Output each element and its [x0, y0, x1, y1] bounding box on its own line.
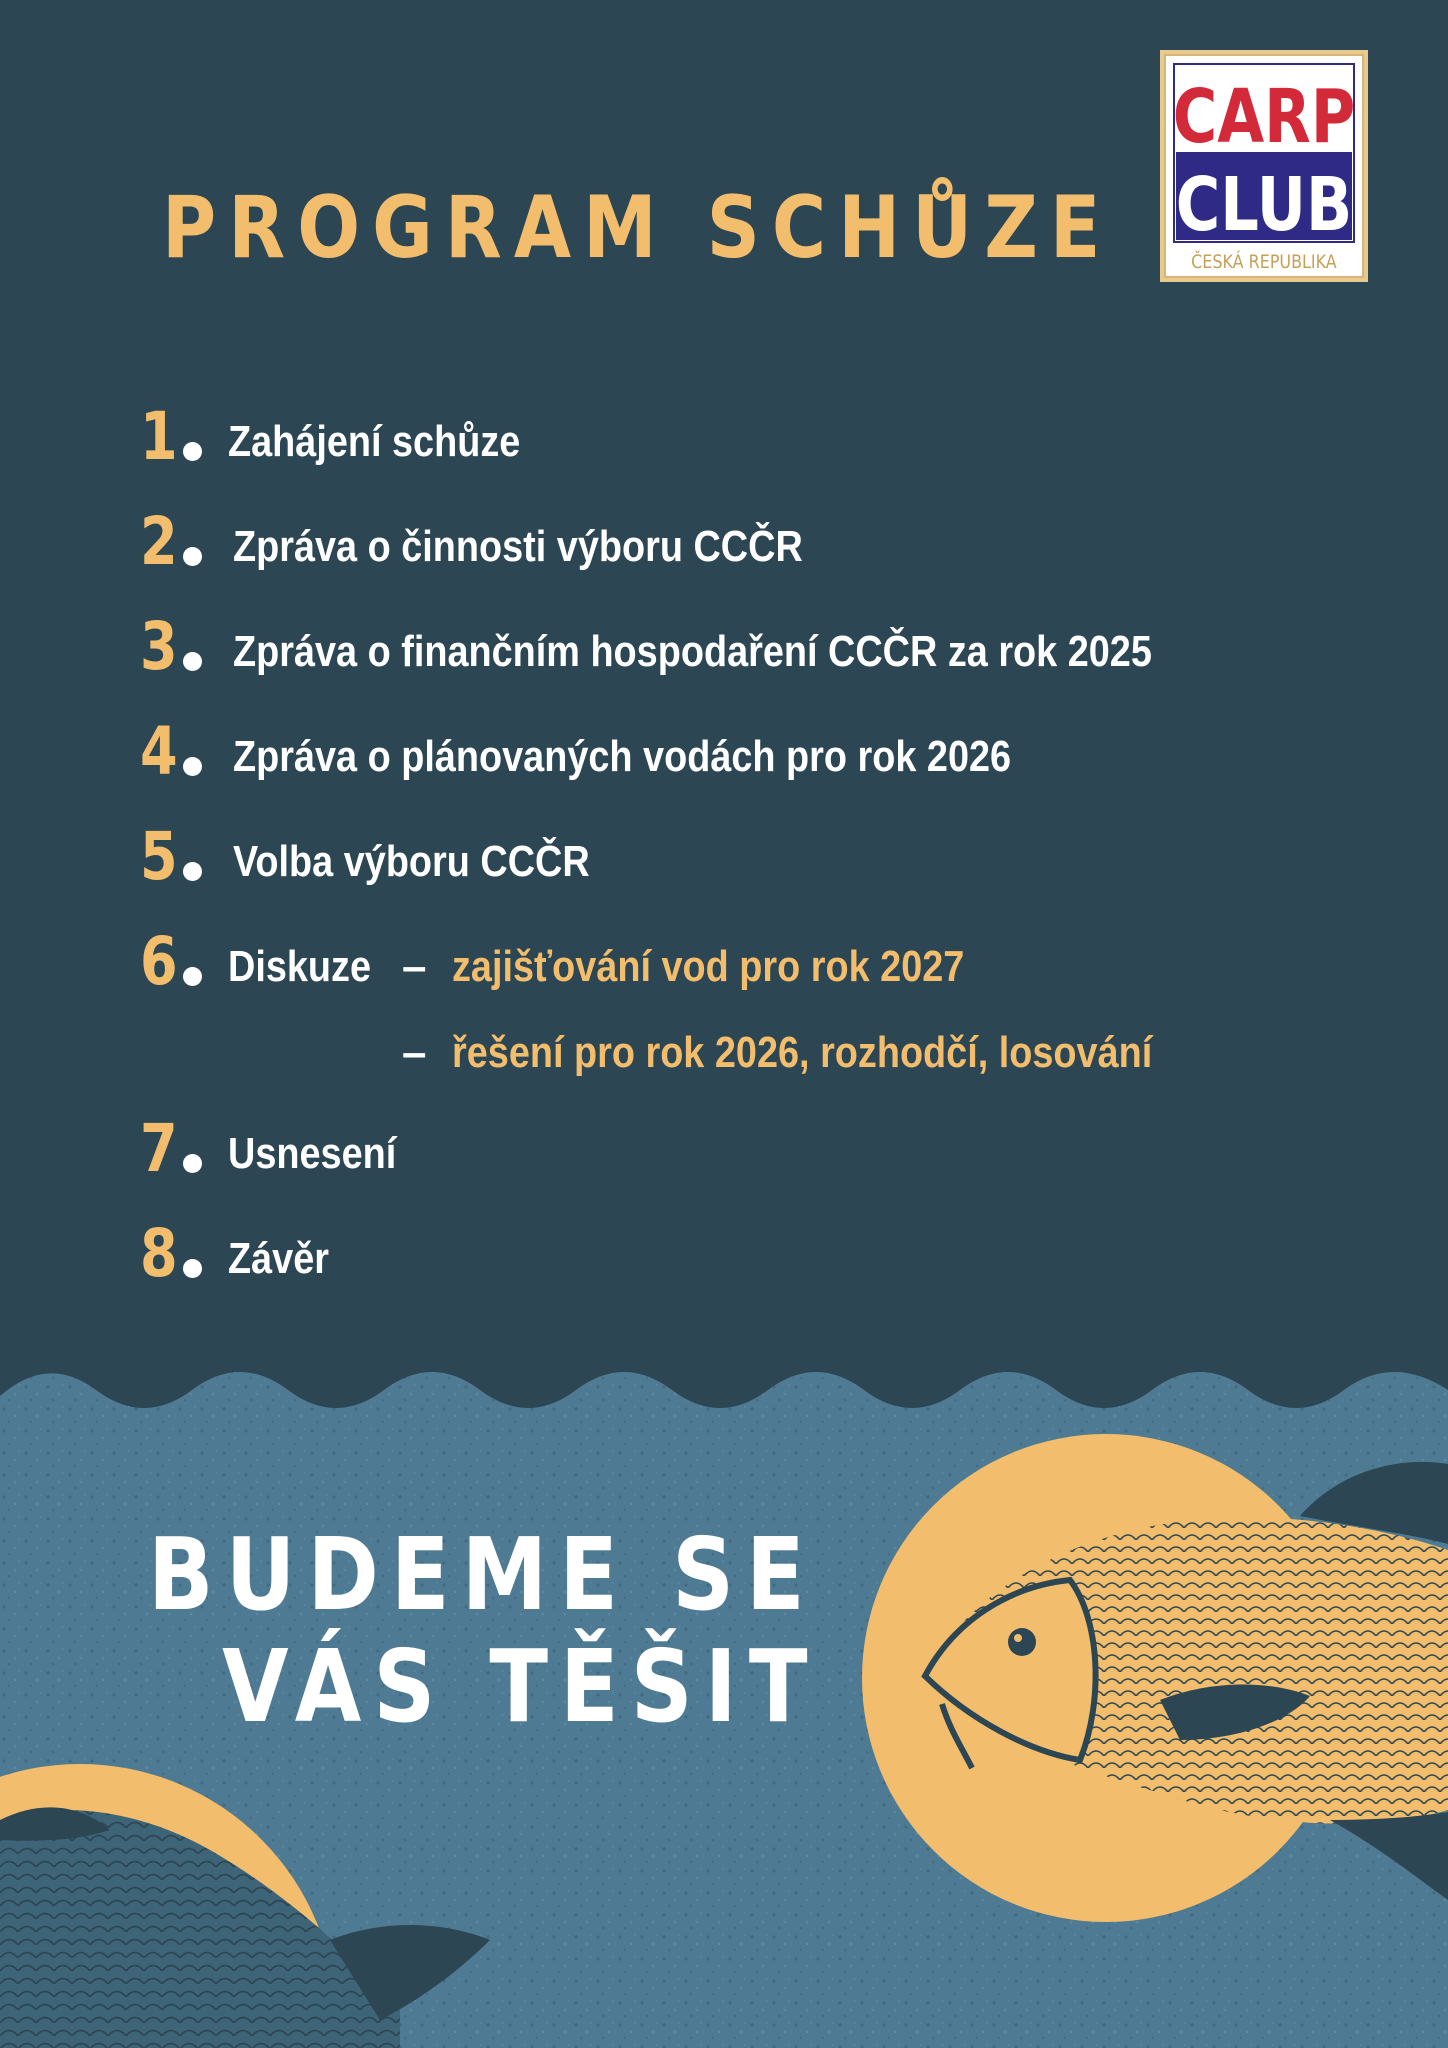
agenda-subitem: zajišťování vod pro rok 2027 — [452, 942, 965, 991]
agenda-label: Zpráva o plánovaných vodách pro rok 2026 — [233, 732, 1012, 781]
agenda-label: Volba výboru CCČR — [233, 837, 590, 886]
agenda-number: 8 — [140, 1215, 178, 1292]
logo-line1: CARP — [1172, 73, 1356, 160]
bullet-dot — [183, 1154, 202, 1173]
subitem-dash: – — [402, 942, 427, 991]
water-section — [0, 1360, 1448, 2048]
agenda-number: 2 — [140, 503, 178, 580]
agenda-subitem: řešení pro rok 2026, rozhodčí, losování — [452, 1028, 1153, 1077]
bullet-dot — [183, 757, 202, 776]
slogan-line2: VÁS TĚŠIT — [222, 1628, 820, 1745]
agenda-number: 6 — [140, 923, 178, 1000]
logo-line2: CLUB — [1175, 161, 1353, 248]
page-title: PROGRAM SCHŮZE — [162, 178, 1113, 278]
agenda-label: Zahájení schůze — [228, 417, 521, 466]
agenda-number: 7 — [140, 1110, 178, 1187]
bullet-dot — [183, 1259, 202, 1278]
agenda-label: Zpráva o činnosti výboru CCČR — [233, 522, 803, 571]
slogan-line1: BUDEME SE — [148, 1516, 817, 1633]
subitem-dash: – — [402, 1028, 427, 1077]
bullet-dot — [183, 547, 202, 566]
agenda-number: 1 — [140, 398, 178, 475]
bullet-dot — [183, 442, 202, 461]
bullet-dot — [183, 862, 202, 881]
agenda-label: Zpráva o finančním hospodaření CCČR za rok 2025 — [233, 627, 1152, 676]
bullet-dot — [183, 967, 202, 986]
agenda-number: 3 — [140, 608, 178, 685]
agenda-number: 5 — [140, 818, 178, 895]
agenda-label: Diskuze — [228, 942, 372, 991]
logo-subtitle: ČESKÁ REPUBLIKA — [1191, 251, 1337, 274]
agenda-number: 4 — [140, 713, 178, 790]
agenda-label: Závěr — [228, 1234, 329, 1283]
bullet-dot — [183, 652, 202, 671]
agenda-label: Usnesení — [228, 1129, 397, 1178]
